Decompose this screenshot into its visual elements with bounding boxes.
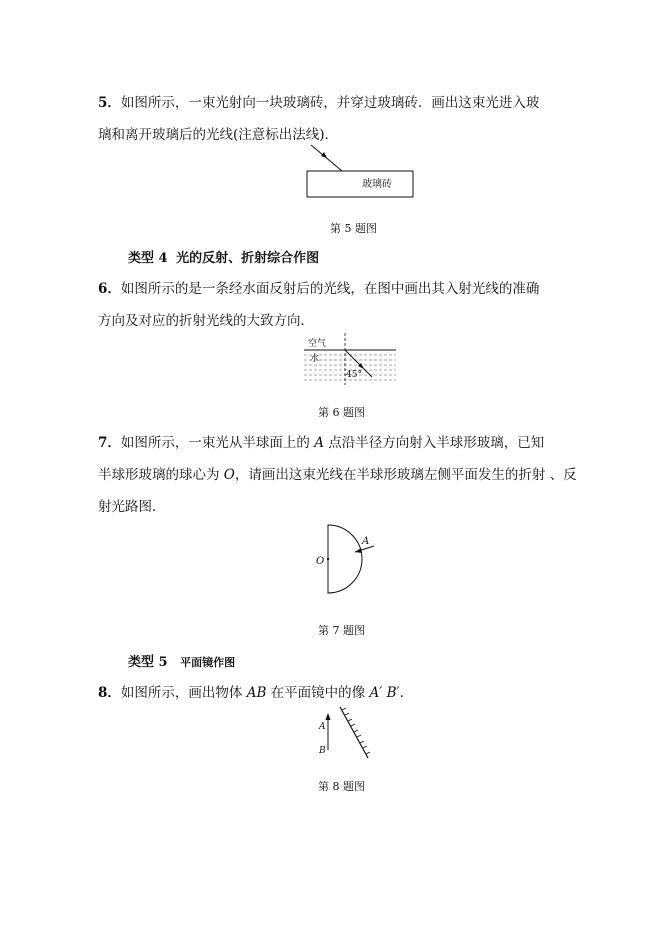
q7-line2-b: ，请画出这束光线在半球形玻璃左侧平面发生的折射 、反 xyxy=(234,467,577,483)
q5-line2-text: 璃和离开玻璃后的光线(注意标出法线)． xyxy=(98,127,339,143)
type4-heading xyxy=(128,250,319,268)
type4-label: 类型 4 xyxy=(128,251,168,266)
q5-line1-text: 如图所示，一束光射向一块玻璃砖，并穿过玻璃砖．画出这束光进入玻 xyxy=(120,95,540,111)
q7-line1-point: A xyxy=(314,435,324,451)
q7-line2-a: 半球形玻璃的球心为 xyxy=(98,467,224,483)
q6-line2-text: 方向及对应的折射光线的大致方向． xyxy=(98,313,314,329)
q6-caption: 第 6 题图 xyxy=(318,406,365,419)
q7-arrow-icon xyxy=(355,548,362,553)
q7-number: 7 xyxy=(98,435,108,451)
q6-text-line1: 6．如图所示的是一条经水面反射后的光线，在图中画出其入射光线的准确 xyxy=(98,281,540,297)
q8-text-end: ． xyxy=(399,685,414,701)
q7-text-line3 xyxy=(98,498,166,516)
q7-text-line1: 7．如图所示，一束光从半球面上的 A 点沿半径方向射入半球形玻璃，已知 xyxy=(98,435,545,451)
q7-caption: 第 7 题图 xyxy=(318,624,365,637)
q5-arrow-icon xyxy=(321,152,327,158)
q7-text-line2 xyxy=(98,466,577,484)
q6-line1-text: 如图所示的是一条经水面反射后的光线，在图中画出其入射光线的准确 xyxy=(120,281,540,297)
q7-line3-text: 射光路图． xyxy=(98,499,166,515)
q5-caption: 第 5 题图 xyxy=(330,222,377,235)
type5-heading xyxy=(128,654,235,672)
q6-water-label: 水 xyxy=(310,354,320,364)
q8-text-line: 8．如图所示，画出物体 AB 在平面镜中的像 A′ B′． xyxy=(98,685,414,701)
q7-line1-a: 如图所示，一束光从半球面上的 xyxy=(120,435,315,451)
q5-figure xyxy=(300,140,420,204)
q6-air-label: 空气 xyxy=(308,339,327,349)
type5-label: 类型 5 xyxy=(128,655,168,670)
q8-label-A: A xyxy=(319,722,326,732)
q7-label-A: A xyxy=(362,536,370,547)
q8-mirror-hatching xyxy=(342,708,370,754)
q7-center-dot xyxy=(327,558,329,560)
q5-glass-brick xyxy=(307,171,413,197)
q6-text-line2 xyxy=(98,312,314,330)
q8-arrow-icon xyxy=(326,713,331,720)
q7-line2-center: O xyxy=(223,467,235,483)
q8-plane-mirror xyxy=(340,707,368,758)
q8-object-label: AB xyxy=(246,685,267,701)
q6-number: 6 xyxy=(98,281,108,297)
q5-incident-ray xyxy=(311,145,342,171)
q6-figure xyxy=(300,330,400,394)
q8-figure xyxy=(315,703,375,767)
q8-text-b: 在平面镜中的像 xyxy=(266,685,370,701)
q5-number: 5 xyxy=(98,95,108,111)
type4-title: 光的反射、折射综合作图 xyxy=(176,251,320,266)
type5-title: 平面镜作图 xyxy=(180,656,236,669)
q5-glass-label: 玻璃砖 xyxy=(362,179,392,190)
q8-text-a: 如图所示，画出物体 xyxy=(120,685,247,701)
q8-caption: 第 8 题图 xyxy=(318,780,365,793)
q7-label-O: O xyxy=(316,556,325,567)
q6-angle-label: 45° xyxy=(346,370,362,380)
q8-label-B: B xyxy=(319,746,326,756)
q8-number: 8 xyxy=(98,685,108,701)
q7-hemisphere xyxy=(328,525,362,593)
q8-image-label: A′ B′ xyxy=(369,685,400,701)
q5-text-line1: 5．如图所示，一束光射向一块玻璃砖，并穿过玻璃砖．画出这束光进入玻 xyxy=(98,95,540,111)
q7-line1-b: 点沿半径方向射入半球形玻璃，已知 xyxy=(323,435,545,451)
q7-figure xyxy=(312,520,382,604)
